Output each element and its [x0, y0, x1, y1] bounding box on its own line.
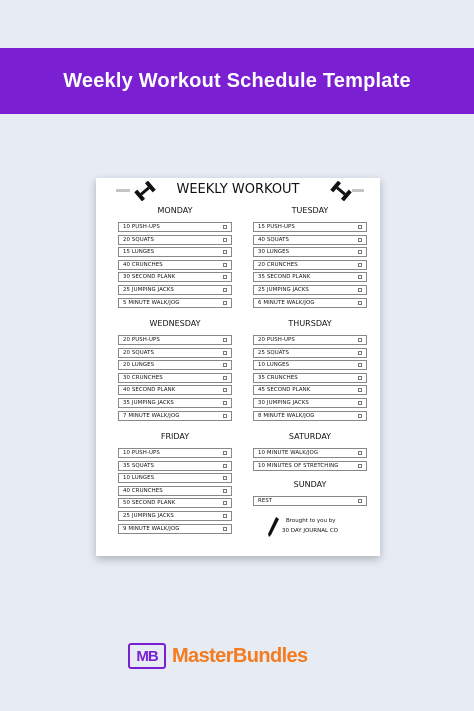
checkbox-icon[interactable] [358, 288, 362, 292]
exercise-label: 10 MINUTES OF STRETCHING [258, 462, 339, 469]
day-heading: SATURDAY [288, 432, 332, 441]
checkbox-icon[interactable] [223, 250, 227, 254]
credit-block [256, 518, 376, 540]
exercise-row [118, 222, 232, 232]
exercise-label: 35 CRUNCHES [258, 374, 298, 381]
exercise-label: REST [258, 498, 273, 504]
checkbox-icon[interactable] [358, 275, 362, 279]
exercise-row [118, 272, 232, 282]
exercise-label: 10 MINUTE WALK/JOG [258, 450, 319, 456]
title-banner [0, 48, 474, 114]
checkbox-icon[interactable] [223, 238, 227, 242]
exercise-label: 15 LUNGES [123, 249, 155, 256]
exercise-label: 25 JUMPING JACKS [123, 513, 174, 519]
exercise-label: 6 MINUTE WALK/JOG [258, 299, 315, 306]
exercise-row [253, 222, 367, 232]
exercise-label: 10 PUSH-UPS [123, 450, 160, 456]
exercise-row [253, 235, 367, 245]
exercise-row [253, 272, 367, 282]
checkbox-icon[interactable] [358, 263, 362, 267]
checkbox-icon[interactable] [223, 363, 227, 367]
exercise-label: 40 SECOND PLANK [123, 387, 176, 394]
exercise-row [118, 448, 232, 458]
checkbox-icon[interactable] [223, 263, 227, 267]
dumbbell-icon [330, 181, 352, 201]
checkbox-icon[interactable] [223, 388, 227, 392]
exercise-row [253, 411, 367, 421]
exercise-row [118, 373, 232, 383]
exercise-row [253, 247, 367, 257]
exercise-label: 35 SQUATS [123, 462, 155, 469]
sheet-title: WEEKLY WORKOUT [176, 182, 300, 197]
exercise-row [253, 373, 367, 383]
credit-line-2: 30 DAY JOURNAL CO [282, 528, 338, 534]
exercise-label: 20 SQUATS [123, 349, 155, 356]
checkbox-icon[interactable] [358, 250, 362, 254]
exercise-row [118, 511, 232, 521]
exercise-label: 30 CRUNCHES [123, 374, 163, 381]
checkbox-icon[interactable] [223, 501, 227, 505]
exercise-row [253, 298, 367, 308]
exercise-label: 20 CRUNCHES [258, 261, 298, 268]
exercise-row [118, 235, 232, 245]
banner-title: Weekly Workout Schedule Template [63, 69, 411, 92]
logo-text: MasterBundles [172, 644, 308, 667]
exercise-label: 40 SQUATS [258, 236, 290, 243]
exercise-row [253, 360, 367, 370]
exercise-label: 8 MINUTE WALK/JOG [258, 412, 315, 419]
exercise-label: 20 PUSH-UPS [258, 337, 295, 343]
exercise-label: 10 LUNGES [258, 362, 290, 369]
credit-line-1: Brought to you by [286, 518, 336, 524]
exercise-row [118, 411, 232, 421]
checkbox-icon[interactable] [358, 363, 362, 367]
pen-icon [266, 516, 280, 538]
exercise-row [253, 335, 367, 345]
checkbox-icon[interactable] [223, 464, 227, 468]
header-bar-right [352, 189, 364, 192]
exercise-label: 40 CRUNCHES [123, 261, 163, 268]
checkbox-icon[interactable] [223, 288, 227, 292]
exercise-label: 25 JUMPING JACKS [258, 287, 309, 293]
exercise-label: 30 SECOND PLANK [123, 274, 176, 281]
exercise-label: 25 JUMPING JACKS [123, 287, 174, 293]
checkbox-icon[interactable] [223, 451, 227, 455]
checkbox-icon[interactable] [223, 338, 227, 342]
sheet-header [96, 178, 380, 204]
exercise-row [118, 247, 232, 257]
checkbox-icon[interactable] [358, 351, 362, 355]
exercise-label: 20 LUNGES [123, 362, 155, 369]
exercise-label: 7 MINUTE WALK/JOG [123, 412, 180, 419]
checkbox-icon[interactable] [223, 376, 227, 380]
checkbox-icon[interactable] [223, 527, 227, 531]
checkbox-icon[interactable] [223, 476, 227, 480]
exercise-label: 10 PUSH-UPS [123, 224, 160, 230]
checkbox-icon[interactable] [358, 338, 362, 342]
exercise-row [118, 398, 232, 408]
exercise-row [118, 473, 232, 483]
checkbox-icon[interactable] [358, 414, 362, 418]
day-heading: TUESDAY [291, 206, 329, 215]
exercise-row [118, 298, 232, 308]
logo-mark: MB [128, 643, 166, 669]
checkbox-icon[interactable] [223, 351, 227, 355]
checkbox-icon[interactable] [358, 464, 362, 468]
day-heading: MONDAY [157, 206, 193, 215]
exercise-label: 45 SECOND PLANK [258, 387, 311, 394]
exercise-label: 25 SQUATS [258, 349, 290, 356]
checkbox-icon[interactable] [358, 499, 362, 503]
checkbox-icon[interactable] [358, 401, 362, 405]
checkbox-icon[interactable] [358, 301, 362, 305]
day-heading: THURSDAY [288, 319, 332, 328]
exercise-label: 10 LUNGES [123, 475, 155, 482]
day-heading: FRIDAY [160, 432, 190, 441]
exercise-row [118, 486, 232, 496]
exercise-row [118, 524, 232, 534]
checkbox-icon[interactable] [223, 401, 227, 405]
checkbox-icon[interactable] [223, 275, 227, 279]
masterbundles-logo [128, 642, 358, 670]
checkbox-icon[interactable] [223, 514, 227, 518]
exercise-row [118, 360, 232, 370]
checkbox-icon[interactable] [358, 376, 362, 380]
exercise-row [253, 496, 367, 506]
checkbox-icon[interactable] [358, 388, 362, 392]
exercise-label: 35 JUMPING JACKS [123, 400, 174, 406]
checkbox-icon[interactable] [223, 489, 227, 493]
exercise-row [253, 260, 367, 270]
exercise-label: 40 CRUNCHES [123, 487, 163, 494]
checkbox-icon[interactable] [358, 238, 362, 242]
exercise-label: 35 SECOND PLANK [258, 274, 311, 281]
day-heading: WEDNESDAY [149, 319, 201, 328]
checkbox-icon[interactable] [223, 225, 227, 229]
exercise-row [253, 285, 367, 295]
exercise-row [118, 348, 232, 358]
exercise-row [118, 285, 232, 295]
checkbox-icon[interactable] [358, 451, 362, 455]
exercise-row [118, 335, 232, 345]
exercise-row [253, 398, 367, 408]
exercise-row [253, 385, 367, 395]
exercise-label: 15 PUSH-UPS [258, 224, 295, 230]
exercise-label: 20 PUSH-UPS [123, 337, 160, 343]
exercise-row [253, 348, 367, 358]
checkbox-icon[interactable] [223, 414, 227, 418]
exercise-row [118, 498, 232, 508]
exercise-row [253, 461, 367, 471]
exercise-row [118, 260, 232, 270]
exercise-label: 20 SQUATS [123, 236, 155, 243]
exercise-row [118, 461, 232, 471]
exercise-label: 30 LUNGES [258, 249, 290, 256]
day-heading: SUNDAY [293, 480, 327, 489]
exercise-row [253, 448, 367, 458]
exercise-label: 50 SECOND PLANK [123, 500, 176, 507]
checkbox-icon[interactable] [223, 301, 227, 305]
exercise-label: 30 JUMPING JACKS [258, 400, 309, 406]
workout-sheet [96, 178, 380, 556]
exercise-row [118, 385, 232, 395]
exercise-label: 9 MINUTE WALK/JOG [123, 525, 180, 532]
checkbox-icon[interactable] [358, 225, 362, 229]
exercise-label: 5 MINUTE WALK/JOG [123, 299, 180, 306]
